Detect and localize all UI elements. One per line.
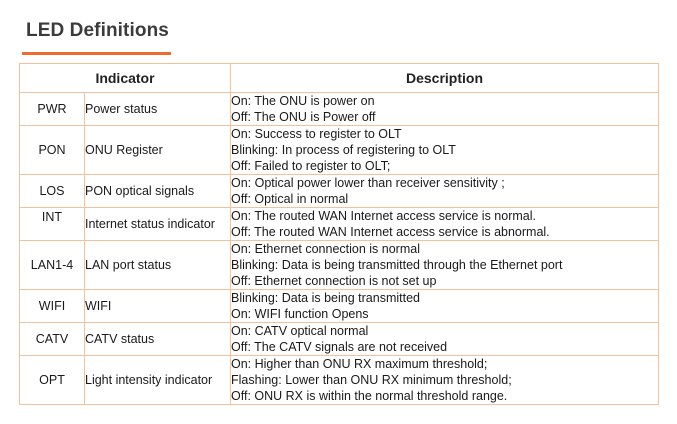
led-code: OPT — [20, 356, 85, 405]
led-description — [231, 323, 659, 356]
table-row — [20, 175, 659, 208]
description-line: On: The ONU is power on — [231, 94, 375, 108]
description-line: Blinking: In process of registering to OLT — [231, 143, 456, 157]
led-name: CATV status — [85, 323, 231, 356]
description-line: Flashing: Lower than ONU RX minimum threshold; — [231, 373, 512, 387]
led-code: LAN1-4 — [20, 241, 85, 290]
led-name: Light intensity indicator — [85, 356, 231, 405]
table-row — [20, 126, 659, 175]
led-code: CATV — [20, 323, 85, 356]
table-row — [20, 290, 659, 323]
description-line: Off: Optical in normal — [231, 192, 349, 206]
table-row — [20, 208, 659, 241]
table-row — [20, 93, 659, 126]
description-line: On: Higher than ONU RX maximum threshold; — [231, 357, 488, 371]
led-description — [231, 208, 659, 241]
description-line: On: Success to register to OLT — [231, 127, 402, 141]
led-definitions-table — [19, 63, 659, 405]
led-name: Power status — [85, 93, 231, 126]
led-name: PON optical signals — [85, 175, 231, 208]
led-description — [231, 93, 659, 126]
description-line: Blinking: Data is being transmitted — [231, 291, 420, 305]
header-description: Description — [231, 64, 659, 93]
led-name: ONU Register — [85, 126, 231, 175]
table-row — [20, 356, 659, 405]
led-code: WIFI — [20, 290, 85, 323]
led-description — [231, 290, 659, 323]
table-row — [20, 323, 659, 356]
description-line: On: Ethernet connection is normal — [231, 242, 420, 256]
table-header-row — [20, 64, 659, 93]
description-line: On: CATV optical normal — [231, 324, 369, 338]
description-line: On: WIFI function Opens — [231, 307, 369, 321]
led-description — [231, 175, 659, 208]
description-line: Off: The ONU is Power off — [231, 110, 376, 124]
description-line: Off: The routed WAN Internet access service is abnormal. — [231, 225, 550, 239]
description-line: Off: Failed to register to OLT; — [231, 159, 391, 173]
description-line: On: Optical power lower than receiver sensitivity ; — [231, 176, 505, 190]
description-line: On: The routed WAN Internet access service is normal. — [231, 209, 536, 223]
led-code: PON — [20, 126, 85, 175]
title-underline — [22, 52, 171, 55]
led-code: INT — [20, 208, 85, 241]
description-line: Off: Ethernet connection is not set up — [231, 274, 437, 288]
led-code: PWR — [20, 93, 85, 126]
table-row — [20, 241, 659, 290]
led-description — [231, 126, 659, 175]
led-name: Internet status indicator — [85, 208, 231, 241]
header-indicator: Indicator — [20, 64, 231, 93]
led-name: LAN port status — [85, 241, 231, 290]
page-title: LED Definitions — [26, 20, 169, 41]
led-name: WIFI — [85, 290, 231, 323]
description-line: Off: The CATV signals are not received — [231, 340, 448, 354]
led-description — [231, 241, 659, 290]
led-description — [231, 356, 659, 405]
led-code: LOS — [20, 175, 85, 208]
description-line: Off: ONU RX is within the normal threshold range. — [231, 389, 508, 403]
description-line: Blinking: Data is being transmitted through the Ethernet port — [231, 258, 563, 272]
